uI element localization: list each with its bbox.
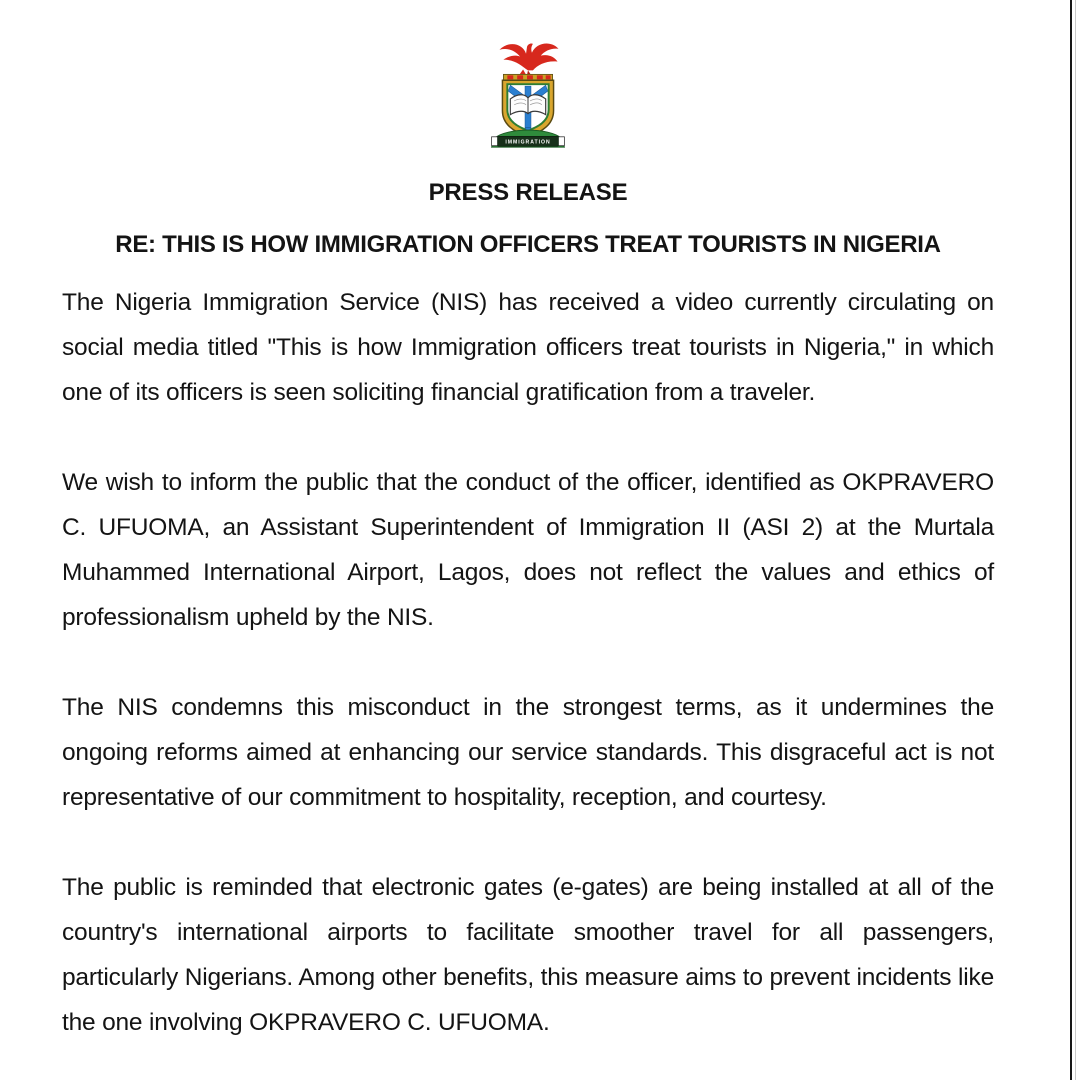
- logo-banner-text: IMMIGRATION: [505, 139, 551, 146]
- press-release-body: [62, 280, 994, 1045]
- banner-ribbon: [492, 136, 565, 146]
- subject-line: RE: THIS IS HOW IMMIGRATION OFFICERS TREAT TOURISTS IN NIGERIA: [115, 231, 941, 259]
- paragraph-condemnation: The NIS condemns this misconduct in the strongest terms, as it undermines the ongoing reforms aimed at enhancing our service standards. This disgraceful act is not representative of our commitment to hospitality, reception, and courtesy.: [62, 693, 994, 811]
- nis-crest-icon: [469, 34, 587, 158]
- paragraph-video-received: The Nigeria Immigration Service (NIS) has received a video currently circulating on social media titled "This is how Immigration officers treat tourists in Nigeria," in which one of its officers is seen soliciting financial gratification from a traveler.: [62, 288, 994, 406]
- nis-crest-logo: [62, 34, 994, 158]
- shield-battlement: [503, 74, 552, 80]
- paragraph-officer-identified: We wish to inform the public that the conduct of the officer, identified as OKPRAVERO C. UFUOMA, an Assistant Superintendent of Immigration II (ASI 2) at the Murtala Muhammed International Airport, Lagos, does not reflect the values and ethics of professionalism upheld by the NIS.: [62, 468, 994, 631]
- open-book-icon: [510, 95, 545, 115]
- press-release-title: PRESS RELEASE: [428, 179, 628, 206]
- scan-artifact-line-dark: [1070, 0, 1072, 1080]
- paragraph-egates: The public is reminded that electronic gates (e-gates) are being installed at all of the country's international airports to facilitate smoother travel for all passengers, particularly Nigerians. Among other benefits, this measure aims to prevent incidents like the one involving OKPRAVERO C. UFUOMA.: [62, 873, 994, 1036]
- scan-artifact-line-light: [1075, 0, 1076, 1080]
